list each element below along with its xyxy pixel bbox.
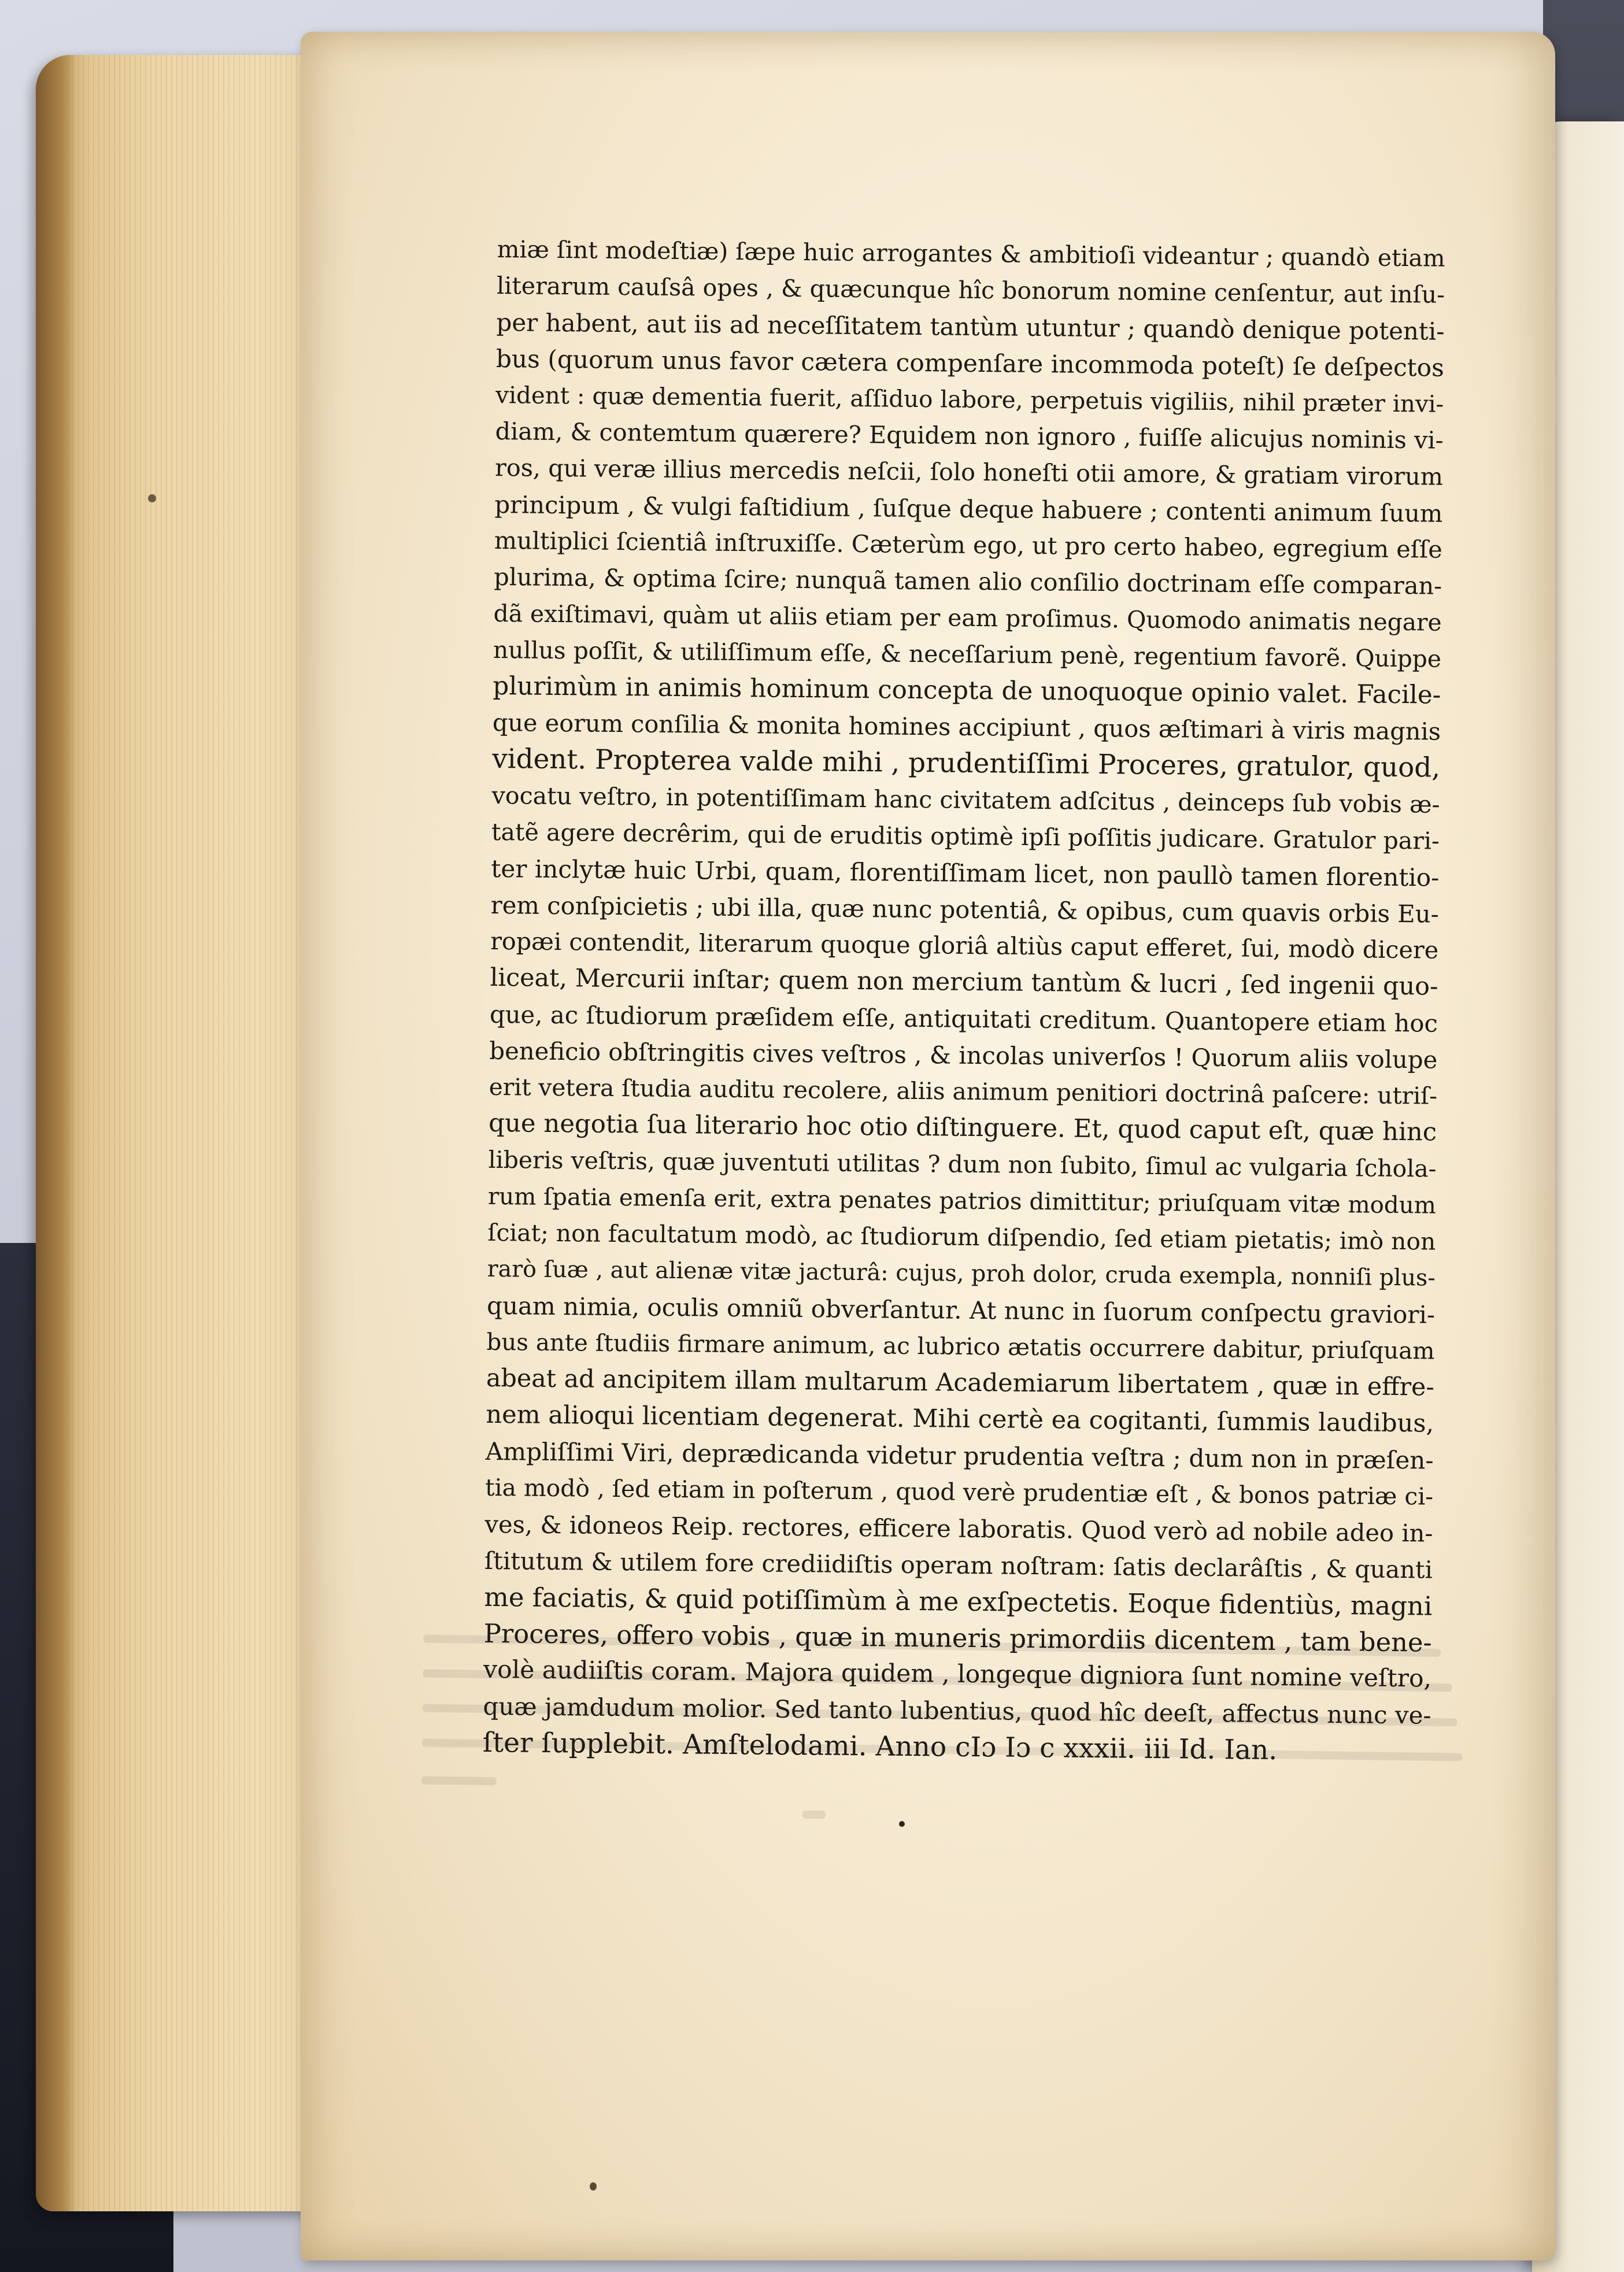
page-text <box>483 231 1445 1770</box>
text-line-26: liberis veſtris, quæ juventuti utilitas ? dum non ſubito, ſimul ac vulgaria ſchola- <box>488 1145 1437 1183</box>
text-line-22: que, ac ſtudiorum præſidem eſſe, antiquitati creditum. Quantopere etiam hoc <box>489 1000 1438 1038</box>
text-line-32: abeat ad ancipitem illam multarum Academiarum libertatem , quæ in effre- <box>486 1363 1435 1402</box>
text-line-18: ter inclytæ huic Urbi, quam, florentiſſimam licet, non paullò tamen florentio- <box>491 854 1440 892</box>
text-line-6: diam, & contemtum quærere? Equidem non ignoro , fuiſſe alicujus nominis vi- <box>495 417 1444 454</box>
paper-spot <box>590 2182 597 2190</box>
text-line-7: ros, qui veræ illius mercedis neſcii, ſolo honeſti otii amore, & gratiam virorum <box>494 453 1444 491</box>
text-line-20: ropæi contendit, literarum quoque gloriâ altiùs caput efferet, ſui, modò dicere <box>490 927 1439 964</box>
text-line-10: plurima, & optima ſcire; nunquã tamen alio conſilio doctrinam eſſe comparan- <box>494 563 1442 600</box>
text-line-34: Ampliſſimi Viri, deprædicanda videtur prudentia veſtra ; dum non in præſen- <box>485 1437 1434 1475</box>
text-line-3: per habent, aut iis ad neceſſitatem tantùm utuntur ; quandò denique potenti- <box>496 308 1445 346</box>
text-line-19: rem conſpicietis ; ubi illa, quæ nunc potentiâ, & opibus, cum quavis orbis Eu- <box>490 890 1439 928</box>
text-line-41: quæ jamdudum molior. Sed tanto lubentius, quod hîc deeſt, affectus nunc ve- <box>483 1692 1431 1730</box>
text-line-40: volè audiiſtis coram. Majora quidem , longeque digniora ſunt nomine veſtro, <box>483 1655 1432 1693</box>
text-line-16: vocatu veſtro, in potentiſſimam hanc civitatem adſcitus , deinceps ſub vobis æ- <box>491 781 1440 819</box>
text-line-31: bus ante ſtudiis firmare animum, ac lubrico ætatis occurrere dabitur, priuſquam <box>486 1328 1435 1365</box>
ink-dot <box>899 1821 905 1827</box>
text-line-39: Proceres, offero vobis , quæ in muneris primordiis dicentem , tam bene- <box>483 1618 1432 1658</box>
text-line-35: tia modò , ſed etiam in poſterum , quod verè prudentiæ eſt , & bonos patriæ ci- <box>484 1473 1434 1511</box>
text-line-21: liceat, Mercurii inſtar; quem non mercium tantùm & lucri , ſed ingenii quo- <box>490 963 1438 1001</box>
text-line-2: literarum cauſsâ opes , & quæcunque hîc bonorum nomine cenſentur, aut inſu- <box>496 271 1445 309</box>
text-line-5: vident : quæ dementia fuerit, aſſiduo labore, perpetuis vigiliis, nihil præter invi- <box>495 381 1444 418</box>
text-line-29: rarò ſuæ , aut alienæ vitæ jacturâ: cujus, proh dolor, cruda exempla, nonniſi plus- <box>487 1255 1436 1292</box>
text-line-28: ſciat; non facultatum modò, ac ſtudiorum diſpendio, ſed etiam pietatis; imò non <box>487 1218 1436 1256</box>
binding-mark <box>148 494 156 502</box>
text-line-23: beneficio obſtringitis cives veſtros , & incolas univerſos ! Quorum aliis volupe <box>489 1036 1438 1074</box>
text-line-36: ves, & idoneos Reip. rectores, efficere laboratis. Quod verò ad nobile adeo in- <box>484 1509 1433 1548</box>
text-line-14: que eorum conſilia & monita homines accipiunt , quos æſtimari à viris magnis <box>492 708 1441 746</box>
text-line-38: me faciatis, & quid potiſſimùm à me exſpectetis. Eoque fidentiùs, magni <box>484 1581 1433 1622</box>
text-line-9: multiplici ſcientiâ inſtruxiſſe. Cæterùm ego, ut pro certo habeo, egregium eſſe <box>494 526 1443 564</box>
text-line-37: ſtitutum & utilem fore crediidiſtis operam noſtram: ſatis declarâſtis , & quanti <box>484 1546 1433 1584</box>
text-line-30: quam nimia, oculis omniũ obverſantur. At nunc in ſuorum conſpectu graviori- <box>486 1291 1436 1329</box>
text-line-11: dã exiſtimavi, quàm ut aliis etiam per eam proſimus. Quomodo animatis negare <box>493 599 1442 637</box>
text-line-12: nullus poſſit, & utiliſſimum eſſe, & neceſſarium penè, regentium favorẽ. Quippe <box>493 635 1442 673</box>
text-line-15: vident. Propterea valde mihi , prudentiſſimi Proceres, gratulor, quod, <box>491 743 1441 784</box>
text-line-25: que negotia ſua literario hoc otio diſtinguere. Et, quod caput eſt, quæ hinc <box>488 1108 1437 1147</box>
text-line-8: principum , & vulgi faſtidium , ſuſque deque habuere ; contenti animum ſuum <box>494 490 1443 528</box>
text-line-17: tatẽ agere decrêrim, qui de eruditis optimè ipſi poſſitis judicare. Gratulor pari- <box>491 817 1440 855</box>
text-line-24: erit vetera ſtudia auditu recolere, aliis animum penitiori doctrinâ paſcere: utriſ- <box>489 1072 1438 1110</box>
text-line-42: ſter ſupplebit. Amſtelodami. Anno cIɔ Iɔ c xxxii. iii Id. Ian. <box>482 1726 1278 1767</box>
text-line-13: plurimùm in animis hominum concepta de unoquoque opinio valet. Facile- <box>493 671 1441 710</box>
text-line-1: miæ ſint modeſtiæ) ſæpe huic arrogantes & ambitioſi videantur ; quandò etiam <box>497 235 1445 272</box>
text-line-33: nem alioqui licentiam degenerat. Mihi certè ea cogitanti, ſummis laudibus, <box>486 1400 1434 1438</box>
book-spine <box>36 55 76 2211</box>
text-line-4: bus (quorum unus favor cætera compenſare incommoda poteſt) ſe deſpectos <box>495 344 1445 382</box>
text-line-27: rum ſpatia emenſa erit, extra penates patrios dimittitur; priuſquam vitæ modum <box>487 1182 1437 1219</box>
